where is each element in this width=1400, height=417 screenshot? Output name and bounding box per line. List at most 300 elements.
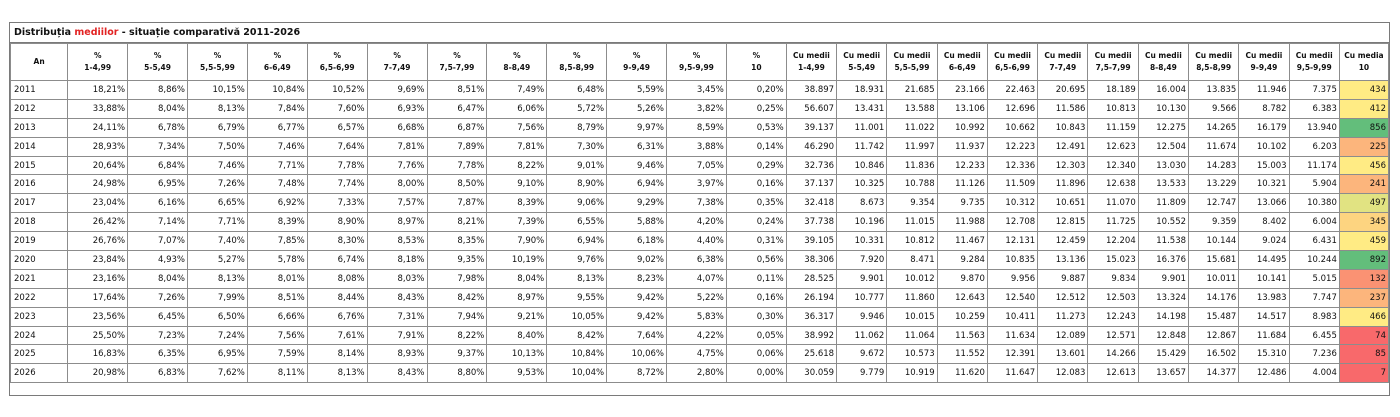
data-cell: 2,80% [667,364,727,383]
data-cell: 15.429 [1138,345,1188,364]
data-cell: 6,66% [247,307,307,326]
data-cell: 7.747 [1289,288,1339,307]
data-cell: 7,81% [367,137,427,156]
data-cell: 11.509 [987,175,1037,194]
data-cell: 13.533 [1138,175,1188,194]
data-cell: 9.834 [1088,269,1138,288]
data-cell: 8,42% [547,326,607,345]
column-header [837,44,887,81]
data-cell: 0,20% [726,81,786,100]
count-10-cell: 237 [1339,288,1388,307]
table-row [11,251,1389,270]
data-cell: 11.620 [937,364,987,383]
data-cell: 8,08% [307,269,367,288]
data-cell: 8,22% [427,326,487,345]
data-cell: 8,40% [487,326,547,345]
data-cell: 12.083 [1038,364,1088,383]
column-header [887,44,937,81]
data-cell: 10.919 [887,364,937,383]
count-10-cell: 412 [1339,99,1388,118]
data-cell: 9,01% [547,156,607,175]
data-cell: 10.331 [837,232,887,251]
data-cell: 11.015 [887,213,937,232]
data-cell: 9,46% [607,156,667,175]
data-cell: 11.126 [937,175,987,194]
data-cell: 6,77% [247,118,307,137]
data-cell: 12.336 [987,156,1037,175]
data-cell: 4,22% [667,326,727,345]
column-header [68,44,128,81]
data-cell: 7,94% [427,307,487,326]
data-cell: 9.672 [837,345,887,364]
data-cell: 7,14% [128,213,188,232]
data-cell: 8,35% [427,232,487,251]
data-cell: 6,79% [188,118,248,137]
column-header [188,44,248,81]
data-cell: 8.782 [1239,99,1289,118]
header-line: 6,5-6,99 [995,63,1030,72]
data-cell: 9.946 [837,307,887,326]
data-cell: 5.904 [1289,175,1339,194]
data-cell: 13.601 [1038,345,1088,364]
year-cell: 2026 [11,364,68,383]
data-cell: 20,98% [68,364,128,383]
data-cell: 7,33% [307,194,367,213]
data-cell: 18.189 [1088,81,1138,100]
header-line: 7,5-7,99 [1095,63,1131,72]
data-cell: 26,76% [68,232,128,251]
column-header [1239,44,1289,81]
header-line: 9,5-9,99 [1296,63,1332,72]
column-header [1289,44,1339,81]
header-line: % [453,51,461,60]
data-cell: 13.431 [837,99,887,118]
data-cell: 7,61% [307,326,367,345]
data-cell: 9.284 [937,251,987,270]
data-cell: 0,30% [726,307,786,326]
header-line: 10 [1358,63,1370,72]
count-10-cell: 74 [1339,326,1388,345]
header-line: % [333,51,341,60]
count-10-cell: 241 [1339,175,1388,194]
data-cell: 8,90% [307,213,367,232]
data-cell: 32.418 [786,194,836,213]
data-cell: 10.244 [1289,251,1339,270]
data-cell: 6,87% [427,118,487,137]
header-line: 10 [751,63,762,72]
data-cell: 15.681 [1189,251,1239,270]
data-cell: 9,97% [607,118,667,137]
data-cell: 12.223 [987,137,1037,156]
data-cell: 6,92% [247,194,307,213]
data-cell: 16.502 [1189,345,1239,364]
data-cell: 13.835 [1189,81,1239,100]
data-cell: 13.106 [937,99,987,118]
column-header [128,44,188,81]
data-cell: 13.229 [1189,175,1239,194]
header-line: % [752,51,761,60]
data-cell: 7,38% [667,194,727,213]
data-cell: 28,93% [68,137,128,156]
data-cell: 10.015 [887,307,937,326]
data-cell: 11.896 [1038,175,1088,194]
data-cell: 6.383 [1289,99,1339,118]
title-suffix: - situație comparativă 2011-2026 [118,27,301,38]
data-cell: 10.788 [887,175,937,194]
data-cell: 9,42% [607,307,667,326]
data-cell: 13.066 [1239,194,1289,213]
count-10-cell: 456 [1339,156,1388,175]
data-cell: 9,69% [367,81,427,100]
header-line: Cu medii [843,51,881,60]
column-header [937,44,987,81]
data-cell: 8,21% [427,213,487,232]
data-cell: 15.487 [1189,307,1239,326]
column-header [1138,44,1188,81]
data-cell: 9.566 [1189,99,1239,118]
data-cell: 8,00% [367,175,427,194]
data-cell: 30.059 [786,364,836,383]
data-cell: 11.937 [937,137,987,156]
header-line: 8-8,49 [503,63,531,72]
data-cell: 10.777 [837,288,887,307]
header-line: 1-4,99 [797,63,825,72]
data-table-frame [9,22,1390,396]
header-line: 5,5-5,99 [200,63,235,72]
data-cell: 13.657 [1138,364,1188,383]
data-cell: 23,04% [68,194,128,213]
year-cell: 2011 [11,81,68,100]
data-cell: 8,13% [307,364,367,383]
data-cell: 9.359 [1189,213,1239,232]
data-cell: 7,23% [128,326,188,345]
year-cell: 2018 [11,213,68,232]
data-cell: 10.325 [837,175,887,194]
column-header [987,44,1037,81]
data-cell: 6,18% [607,232,667,251]
data-cell: 20.695 [1038,81,1088,100]
data-cell: 26.194 [786,288,836,307]
header-line: 9,5-9,99 [679,63,714,72]
data-cell: 5.015 [1289,269,1339,288]
year-cell: 2024 [11,326,68,345]
data-cell: 7,59% [247,345,307,364]
data-cell: 11.070 [1088,194,1138,213]
data-cell: 8,14% [307,345,367,364]
data-cell: 11.022 [887,118,937,137]
data-cell: 7,74% [307,175,367,194]
data-cell: 11.563 [937,326,987,345]
table-row [11,307,1389,326]
data-cell: 7,81% [487,137,547,156]
data-cell: 0,56% [726,251,786,270]
data-cell: 6,55% [547,213,607,232]
year-cell: 2023 [11,307,68,326]
data-cell: 12.204 [1088,232,1138,251]
data-cell: 10.813 [1088,99,1138,118]
data-cell: 11.742 [837,137,887,156]
table-row [11,364,1389,383]
data-cell: 7.236 [1289,345,1339,364]
data-cell: 8,22% [487,156,547,175]
table-row [11,118,1389,137]
data-cell: 12.708 [987,213,1037,232]
data-cell: 7,87% [427,194,487,213]
count-10-cell: 434 [1339,81,1388,100]
header-line: 8,5-8,99 [559,63,595,72]
column-header [427,44,487,81]
column-header [547,44,607,81]
data-cell: 5,59% [607,81,667,100]
data-cell: 0,11% [726,269,786,288]
data-cell: 11.159 [1088,118,1138,137]
data-cell: 8.402 [1239,213,1289,232]
column-header [367,44,427,81]
data-cell: 10.321 [1239,175,1289,194]
data-cell: 8,04% [128,269,188,288]
data-cell: 9,76% [547,251,607,270]
year-cell: 2015 [11,156,68,175]
data-cell: 9.901 [1138,269,1188,288]
header-line: 5-5,49 [848,63,876,72]
data-cell: 7,89% [427,137,487,156]
data-cell: 8,42% [427,288,487,307]
data-cell: 15.023 [1088,251,1138,270]
data-cell: 10.259 [937,307,987,326]
data-cell: 5,88% [607,213,667,232]
data-cell: 7,56% [247,326,307,345]
data-cell: 6,84% [128,156,188,175]
data-cell: 9.901 [837,269,887,288]
data-cell: 38.897 [786,81,836,100]
year-cell: 2020 [11,251,68,270]
data-cell: 12.848 [1138,326,1188,345]
data-cell: 10.662 [987,118,1037,137]
header-line: Cu medii [1094,51,1132,60]
data-cell: 11.836 [887,156,937,175]
data-cell: 10.651 [1038,194,1088,213]
data-cell: 24,98% [68,175,128,194]
data-cell: 14.377 [1189,364,1239,383]
data-cell: 7,30% [547,137,607,156]
data-cell: 6,16% [128,194,188,213]
data-cell: 21.685 [887,81,937,100]
data-cell: 13.940 [1289,118,1339,137]
data-cell: 0,14% [726,137,786,156]
data-cell: 11.001 [837,118,887,137]
data-cell: 10,15% [188,81,248,100]
data-cell: 6,45% [128,307,188,326]
data-cell: 13.588 [887,99,937,118]
data-cell: 5,27% [188,251,248,270]
data-cell: 8,18% [367,251,427,270]
header-line: % [93,51,102,60]
data-cell: 3,45% [667,81,727,100]
data-cell: 14.198 [1138,307,1188,326]
data-cell: 0,35% [726,194,786,213]
data-cell: 11.946 [1239,81,1289,100]
data-cell: 7,57% [367,194,427,213]
table-row [11,81,1389,100]
data-cell: 5,83% [667,307,727,326]
data-cell: 6,74% [307,251,367,270]
table-row [11,269,1389,288]
year-cell: 2025 [11,345,68,364]
data-cell: 8,13% [547,269,607,288]
header-line: % [692,51,701,60]
data-cell: 4,75% [667,345,727,364]
data-cell: 15.003 [1239,156,1289,175]
header-line: 7,5-7,99 [439,63,475,72]
data-cell: 37.137 [786,175,836,194]
data-cell: 8,59% [667,118,727,137]
data-cell: 28.525 [786,269,836,288]
data-cell: 8,97% [367,213,427,232]
header-line: 6,5-6,99 [319,63,355,72]
header-line: % [153,51,162,60]
table-title [10,23,1389,43]
table-row [11,156,1389,175]
data-cell: 6,76% [307,307,367,326]
table-row [11,175,1389,194]
data-cell: 8,39% [487,194,547,213]
data-cell: 39.105 [786,232,836,251]
data-cell: 10.102 [1239,137,1289,156]
data-cell: 12.089 [1038,326,1088,345]
data-cell: 16,83% [68,345,128,364]
column-header [1339,44,1388,81]
count-10-cell: 856 [1339,118,1388,137]
data-cell: 8,80% [427,364,487,383]
data-cell: 7,46% [188,156,248,175]
data-cell: 11.586 [1038,99,1088,118]
data-cell: 6,94% [547,232,607,251]
data-cell: 7,49% [487,81,547,100]
data-cell: 10.141 [1239,269,1289,288]
data-cell: 10,04% [547,364,607,383]
header-line: 6-6,49 [948,63,976,72]
data-cell: 6,57% [307,118,367,137]
data-cell: 8,39% [247,213,307,232]
header-line: % [273,51,282,60]
data-cell: 4,20% [667,213,727,232]
data-cell: 12.303 [1038,156,1088,175]
header-line: 6-6,49 [263,63,291,72]
data-cell: 12.747 [1189,194,1239,213]
data-cell: 7,78% [307,156,367,175]
data-cell: 8,90% [547,175,607,194]
header-line: 5-5,49 [144,63,171,72]
data-cell: 10.196 [837,213,887,232]
data-cell: 5,22% [667,288,727,307]
header-line: 7-7,49 [1049,63,1077,72]
data-cell: 0,05% [726,326,786,345]
data-cell: 8,13% [188,99,248,118]
year-cell: 2022 [11,288,68,307]
data-cell: 11.809 [1138,194,1188,213]
data-cell: 9.887 [1038,269,1088,288]
data-cell: 26,42% [68,213,128,232]
data-cell: 7,50% [188,137,248,156]
data-cell: 6,68% [367,118,427,137]
data-cell: 4.004 [1289,364,1339,383]
year-cell: 2019 [11,232,68,251]
data-cell: 12.233 [937,156,987,175]
column-header [247,44,307,81]
data-cell: 12.571 [1088,326,1138,345]
data-cell: 10.411 [987,307,1037,326]
data-cell: 8,44% [307,288,367,307]
data-cell: 13.324 [1138,288,1188,307]
header-line: % [513,51,521,60]
data-cell: 7,26% [128,288,188,307]
data-cell: 14.283 [1189,156,1239,175]
data-cell: 10,19% [487,251,547,270]
data-cell: 7,34% [128,137,188,156]
table-row [11,213,1389,232]
data-cell: 14.265 [1189,118,1239,137]
header-line: Cu medii [943,51,981,60]
data-cell: 6,06% [487,99,547,118]
data-cell: 38.992 [786,326,836,345]
data-cell: 36.317 [786,307,836,326]
data-cell: 11.174 [1289,156,1339,175]
data-cell: 12.486 [1239,364,1289,383]
data-cell: 10.573 [887,345,937,364]
data-cell: 37.738 [786,213,836,232]
table-row [11,137,1389,156]
year-cell: 2014 [11,137,68,156]
data-cell: 6,35% [128,345,188,364]
data-cell: 8,30% [307,232,367,251]
data-cell: 12.503 [1088,288,1138,307]
data-cell: 22.463 [987,81,1037,100]
data-cell: 15.310 [1239,345,1289,364]
data-cell: 6.004 [1289,213,1339,232]
data-cell: 10.012 [887,269,937,288]
data-cell: 0,24% [726,213,786,232]
data-cell: 8.471 [887,251,937,270]
count-10-cell: 225 [1339,137,1388,156]
data-cell: 9,21% [487,307,547,326]
data-cell: 9,53% [487,364,547,383]
header-line: 9-9,49 [1250,63,1278,72]
data-cell: 4,07% [667,269,727,288]
data-cell: 12.540 [987,288,1037,307]
data-cell: 7,85% [247,232,307,251]
data-cell: 0,00% [726,364,786,383]
data-cell: 10,84% [547,345,607,364]
data-cell: 12.504 [1138,137,1188,156]
data-cell: 10.843 [1038,118,1088,137]
data-cell: 7,64% [607,326,667,345]
data-cell: 6,48% [547,81,607,100]
header-line: Cu medii [1044,51,1082,60]
column-header [607,44,667,81]
table-row [11,288,1389,307]
count-10-cell: 497 [1339,194,1388,213]
header-line: Cu medii [1295,51,1333,60]
column-header [1189,44,1239,81]
header-line: Cu medii [1195,51,1233,60]
data-cell: 12.613 [1088,364,1138,383]
data-cell: 10.552 [1138,213,1188,232]
data-cell: 10.835 [987,251,1037,270]
data-cell: 7,99% [188,288,248,307]
data-cell: 8,50% [427,175,487,194]
header-line: % [632,51,641,60]
data-cell: 6.431 [1289,232,1339,251]
